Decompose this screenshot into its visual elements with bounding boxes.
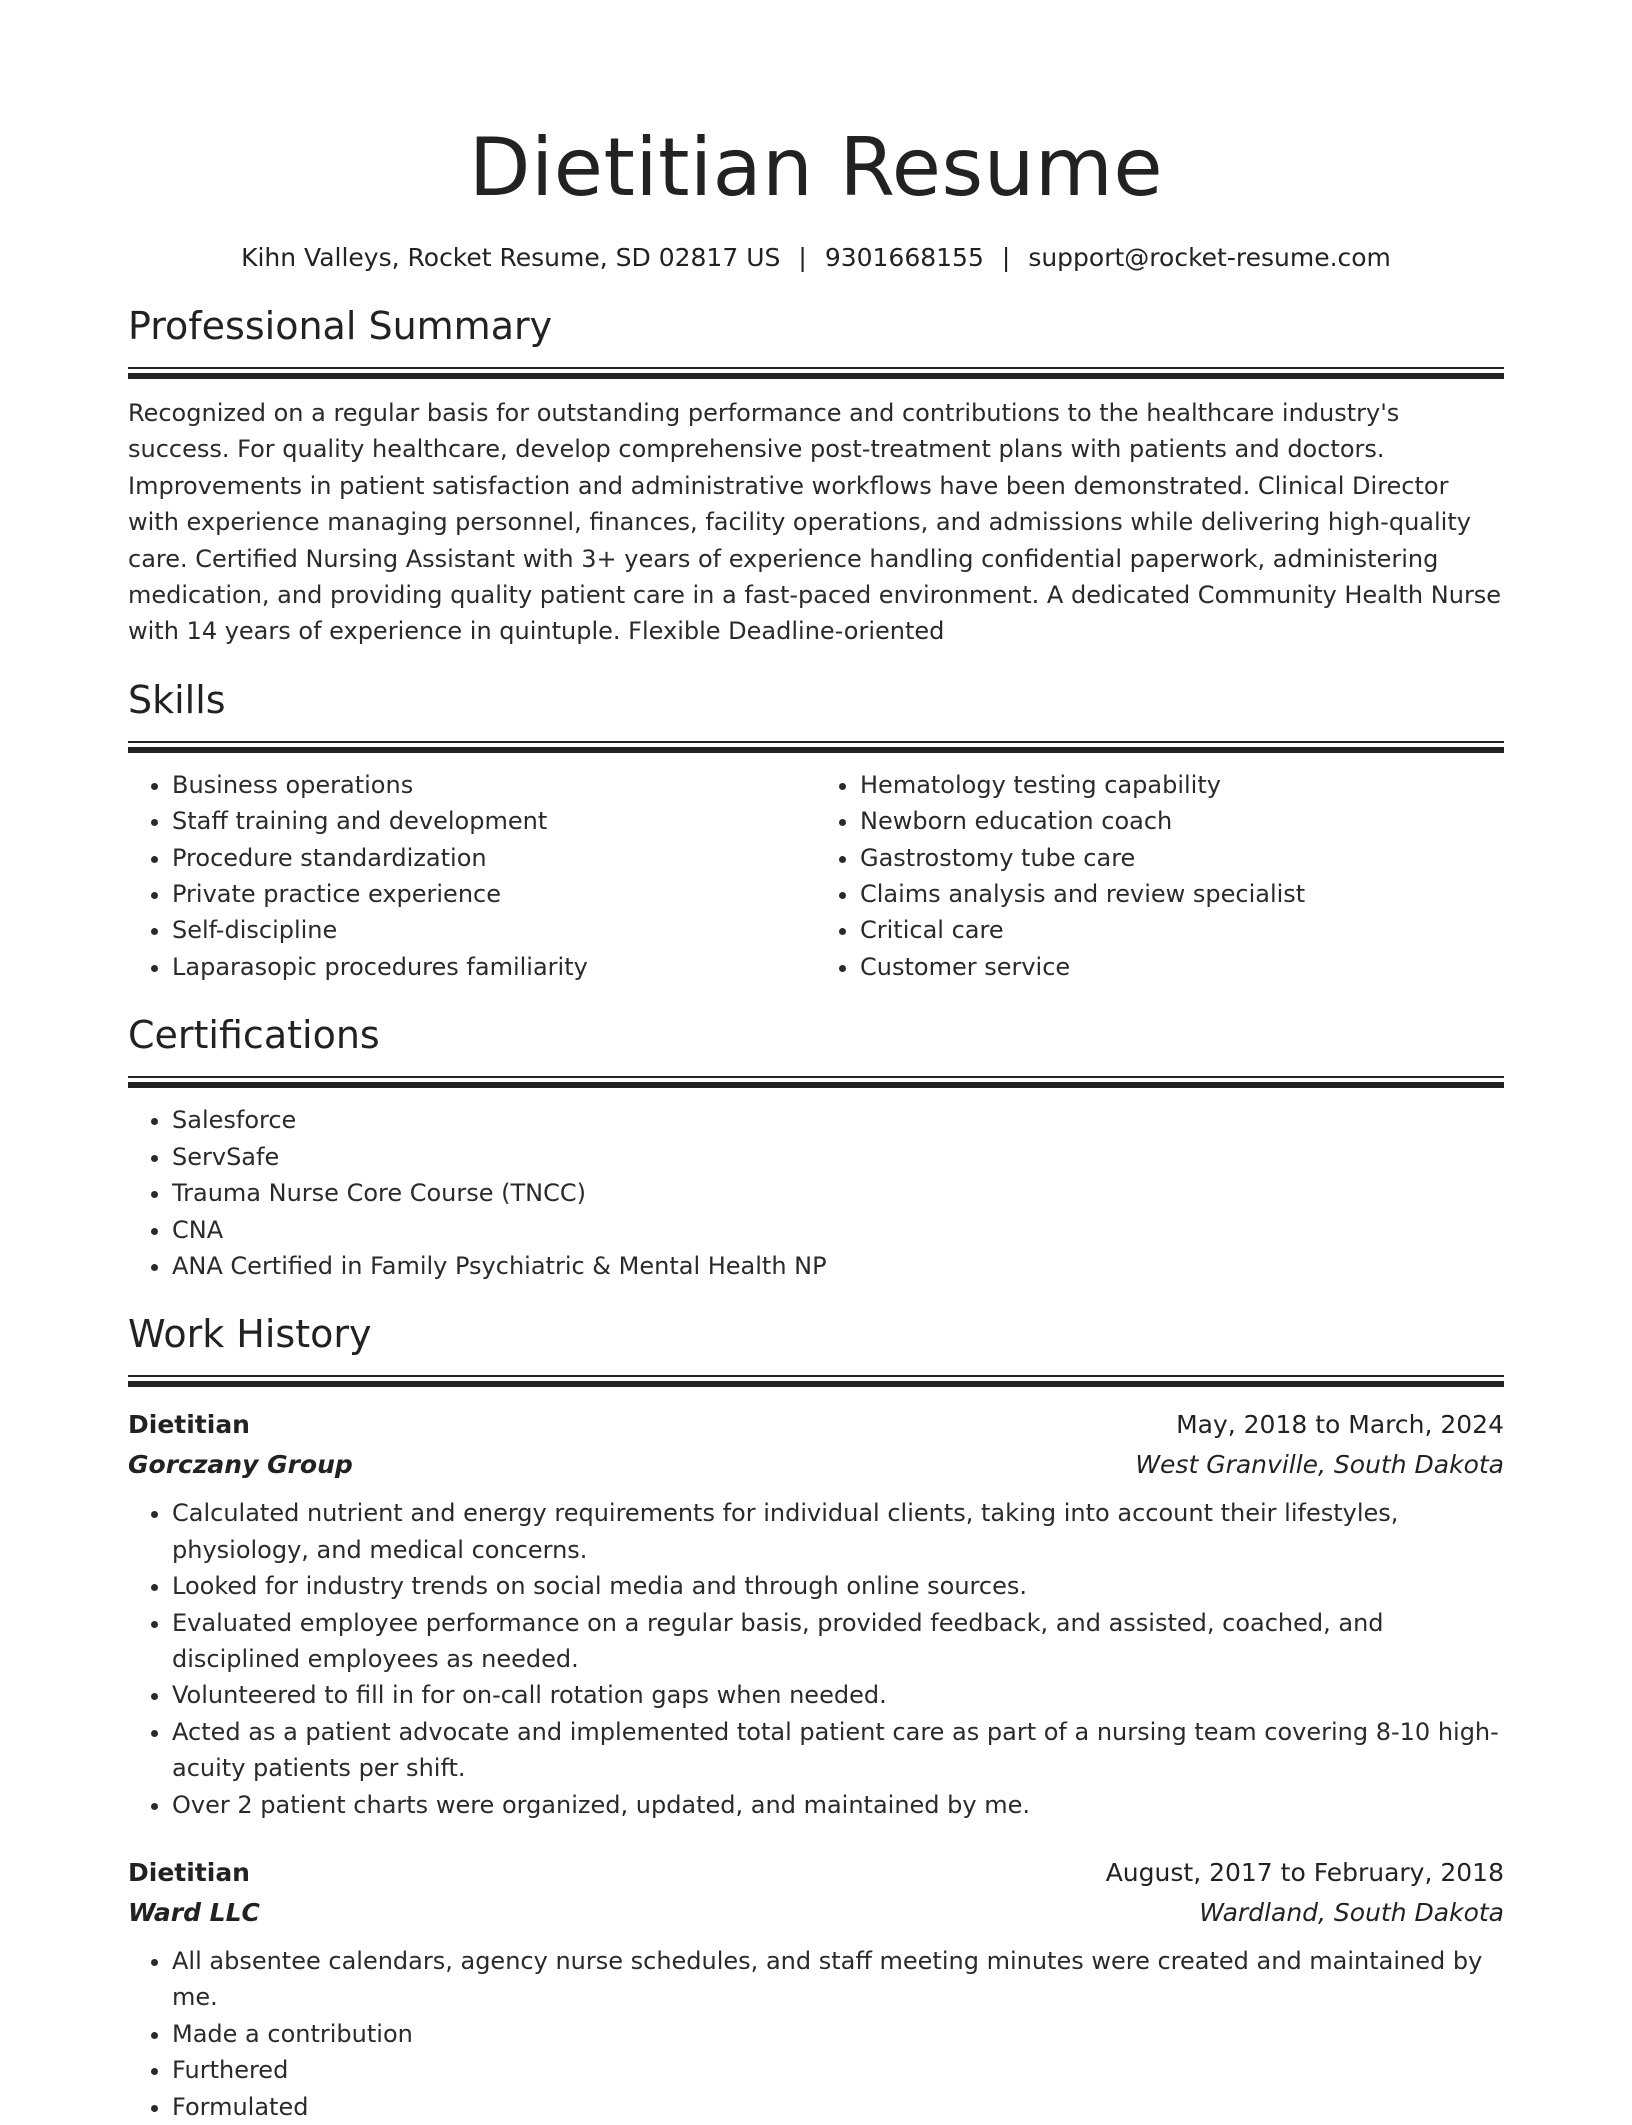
contact-separator: | (798, 243, 807, 272)
job-duty-item: • Made a contribution (172, 2016, 1504, 2052)
section-divider (128, 741, 1504, 753)
job-entry (128, 1405, 1504, 1823)
job-duty-item: • Volunteered to fill in for on-call rotation gaps when needed. (172, 1677, 1504, 1713)
job-employer-row (128, 1893, 1504, 1933)
work-history-heading: Work History (128, 1312, 372, 1357)
job-dates: August, 2017 to February, 2018 (1105, 1857, 1504, 1887)
skill-item: • Self-discipline (172, 912, 816, 948)
section-divider (128, 1375, 1504, 1387)
contact-separator: | (1001, 243, 1011, 272)
job-duty-item: • Over 2 patient charts were organized, updated, and maintained by me. (172, 1787, 1504, 1823)
skills-list-left (128, 767, 816, 985)
contact-address: Kihn Valleys, Rocket Resume, SD 02817 US (241, 243, 781, 272)
skill-item: • Business operations (172, 767, 816, 803)
skill-item: • Procedure standardization (172, 840, 816, 876)
certification-item: • CNA (172, 1212, 1504, 1248)
job-duty-item: • All absentee calendars, agency nurse schedules, and staff meeting minutes were created and maintained by me. (172, 1943, 1504, 2016)
job-location: West Granville, South Dakota (1135, 1450, 1504, 1480)
job-duty-item: • Formulated (172, 2089, 1504, 2125)
job-duty-item: • Evaluated employee performance on a regular basis, provided feedback, and assisted, coached, and disciplined employees as needed. (172, 1605, 1504, 1678)
certifications-section-header (128, 1011, 1504, 1088)
certification-item: • ANA Certified in Family Psychiatric & Mental Health NP (172, 1248, 1504, 1284)
skill-item: • Critical care (860, 912, 1504, 948)
section-divider (128, 1076, 1504, 1088)
skill-item: • Laparasopic procedures familiarity (172, 949, 816, 985)
contact-line (128, 240, 1504, 276)
job-header-row (128, 1405, 1504, 1445)
job-duty-item: • Furthered (172, 2052, 1504, 2088)
job-duty-item: • Calculated nutrient and energy requirements for individual clients, taking into account their lifestyles, physiology, and medical concerns. (172, 1495, 1504, 1568)
skill-item: • Gastrostomy tube care (860, 840, 1504, 876)
job-title: Dietitian (128, 1857, 250, 1887)
summary-section-header (128, 302, 1504, 379)
job-dates: May, 2018 to March, 2024 (1176, 1410, 1504, 1440)
section-divider (128, 367, 1504, 379)
job-location: Wardland, South Dakota (1199, 1897, 1504, 1927)
job-company: Gorczany Group (128, 1450, 353, 1480)
work-history-section-header (128, 1310, 1504, 1387)
skill-item: • Claims analysis and review specialist (860, 876, 1504, 912)
contact-email: support@rocket-resume.com (1028, 243, 1391, 272)
summary-heading: Professional Summary (128, 304, 553, 348)
certifications-heading: Certifications (128, 1013, 380, 1058)
skill-item: • Private practice experience (172, 876, 816, 912)
job-company: Ward LLC (128, 1897, 260, 1927)
job-duties-list (128, 1495, 1504, 1823)
job-entry (128, 1853, 1504, 2125)
skills-grid (128, 767, 1504, 985)
summary-text: Recognized on a regular basis for outstanding performance and contributions to the healthcare industry's success. For quality healthcare, develop comprehensive post-treatment plans with patients and doctors. Improvements in patient satisfaction and administrative workflows have been demonstrated. Clinical Director with experience managing personnel, finances, facility operations, and admissions while delivering high-quality care. Certified Nursing Assistant with 3+ years of experience handling confidential paperwork, administering medication, and providing quality patient care in a fast-paced environment. A dedicated Community Health Nurse with 14 years of experience in quintuple. Flexible Deadline-oriented (128, 399, 1502, 646)
job-header-row (128, 1853, 1504, 1893)
resume-title: Dietitian Resume (468, 121, 1164, 214)
certification-item: • Trauma Nurse Core Course (TNCC) (172, 1175, 1504, 1211)
skills-list-right (816, 767, 1504, 985)
skills-section-header (128, 676, 1504, 753)
job-duty-item: • Looked for industry trends on social media and through online sources. (172, 1568, 1504, 1604)
job-duty-item: • Acted as a patient advocate and implemented total patient care as part of a nursing team covering 8-10 high-acuity patients per shift. (172, 1714, 1504, 1787)
skill-item: • Newborn education coach (860, 803, 1504, 839)
certifications-list (128, 1102, 1504, 1284)
job-employer-row (128, 1445, 1504, 1485)
skill-item: • Staff training and development (172, 803, 816, 839)
certification-item: • Salesforce (172, 1102, 1504, 1138)
job-duties-list (128, 1943, 1504, 2125)
job-title: Dietitian (128, 1410, 250, 1440)
skills-heading: Skills (128, 677, 226, 722)
certification-item: • ServSafe (172, 1139, 1504, 1175)
skill-item: • Hematology testing capability (860, 767, 1504, 803)
skill-item: • Customer service (860, 949, 1504, 985)
contact-phone: 9301668155 (824, 243, 984, 272)
